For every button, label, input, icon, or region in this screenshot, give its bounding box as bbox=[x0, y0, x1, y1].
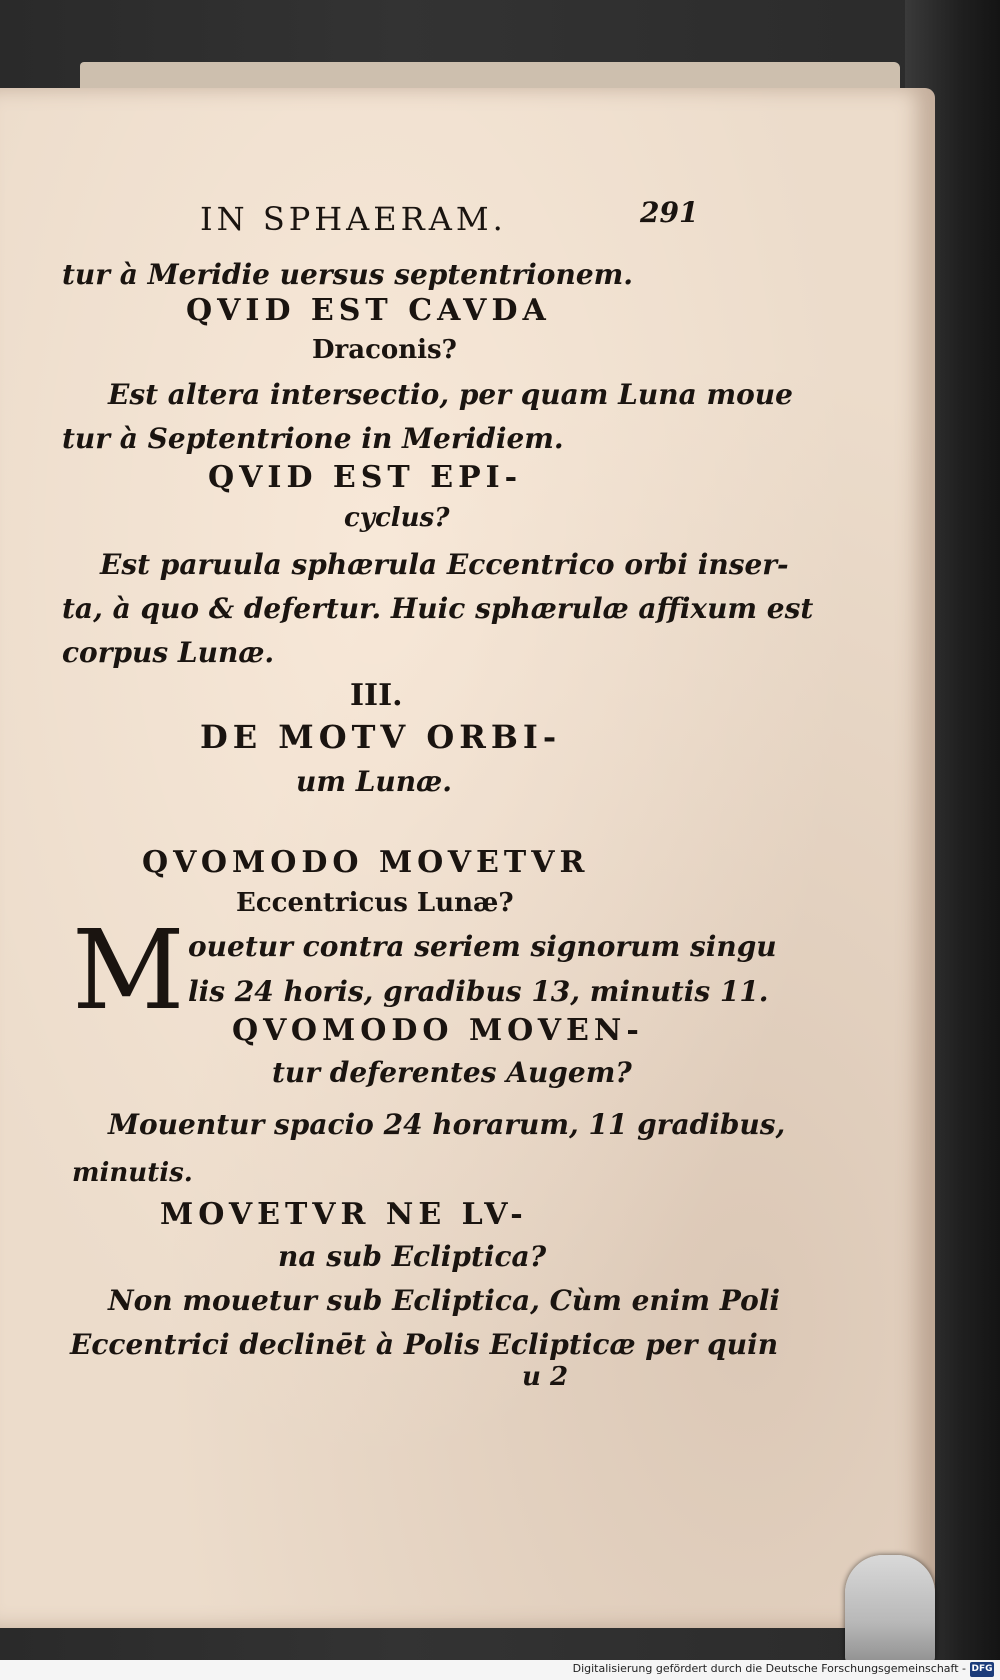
drop-cap: M bbox=[72, 906, 185, 1034]
text-line-5: tur à Septentrione in Meridiem. bbox=[62, 422, 564, 455]
question-heading-4: QVOMODO MOVEN- bbox=[232, 1013, 644, 1048]
question-heading-2-cont: cyclus? bbox=[344, 503, 450, 533]
text-line-10: corpus Lunæ. bbox=[62, 636, 275, 669]
text-line-25: Eccentrici declinēt à Polis Eclipticæ per quin bbox=[70, 1328, 779, 1361]
signature-mark: u 2 bbox=[522, 1362, 569, 1392]
text-line-16: ouetur contra seriem signorum singu bbox=[188, 930, 777, 963]
page-number: 291 bbox=[640, 196, 699, 229]
question-heading-1: QVID EST CAVDA bbox=[186, 293, 551, 328]
question-heading-3: QVOMODO MOVETVR bbox=[142, 845, 590, 880]
question-heading-3-cont: Eccentricus Lunæ? bbox=[236, 888, 514, 918]
text-line-17: lis 24 horis, gradibus 13, minutis 11. bbox=[188, 975, 769, 1008]
dfg-logo-icon: DFG bbox=[970, 1662, 994, 1677]
text-line-24: Non mouetur sub Ecliptica, Cùm enim Poli bbox=[108, 1284, 781, 1317]
section-title-cont: um Lunæ. bbox=[296, 765, 452, 798]
text-line-4: Est altera intersectio, per quam Luna moue bbox=[108, 378, 793, 411]
question-heading-2: QVID EST EPI- bbox=[208, 460, 523, 495]
text-line-21: minutis. bbox=[72, 1158, 193, 1188]
text-line-8: Est paruula sphærula Eccentrico orbi inser- bbox=[100, 548, 789, 581]
section-number: III. bbox=[350, 678, 403, 713]
text-line-20: Mouentur spacio 24 horarum, 11 gradibus, bbox=[108, 1108, 786, 1141]
section-title: DE MOTV ORBI- bbox=[200, 718, 562, 756]
running-header: IN SPHAERAM. bbox=[200, 200, 507, 238]
footer-credit: Digitalisierung gefördert durch die Deutsche Forschungsgemeinschaft - bbox=[572, 1662, 966, 1675]
text-line-1: tur à Meridie uersus septentrionem. bbox=[62, 258, 634, 291]
page-clip bbox=[845, 1555, 935, 1665]
question-heading-5: MOVETVR NE LV- bbox=[160, 1197, 528, 1232]
question-heading-1-cont: Draconis? bbox=[312, 335, 457, 365]
question-heading-5-cont: na sub Ecliptica? bbox=[278, 1240, 547, 1273]
text-line-9: ta, à quo & defertur. Huic sphærulæ affixum est bbox=[62, 592, 814, 625]
question-heading-4-cont: tur deferentes Augem? bbox=[272, 1056, 632, 1089]
